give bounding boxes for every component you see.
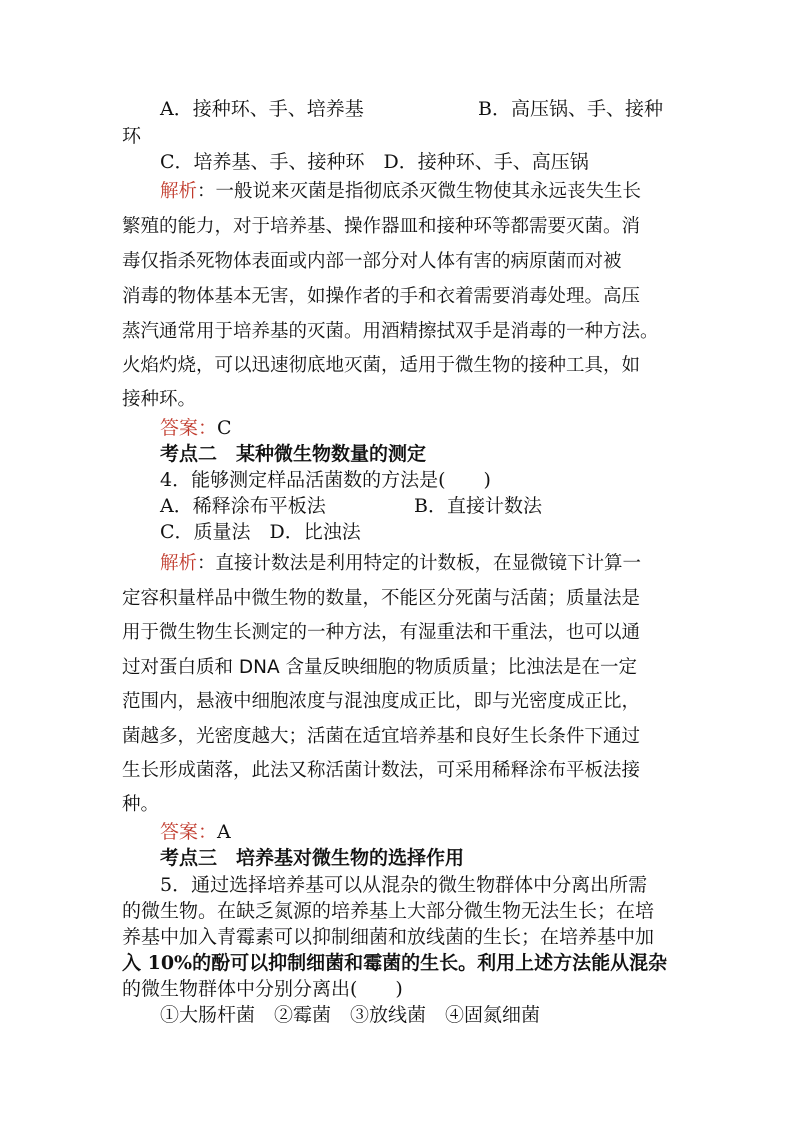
explanation-3-line-2: 繁殖的能力，对于培养基、操作器皿和接种环等都需要灭菌。消: [122, 216, 641, 237]
answer-4: [160, 820, 231, 844]
explanation-label: 解析: [160, 181, 198, 202]
q3-option-b: B．高压锅、手、接种: [478, 98, 663, 120]
q3-option-b-continued: 环: [122, 125, 142, 147]
explanation-3-line-6: 火焰灼烧，可以迅速彻底地灭菌，适用于微生物的接种工具，如: [122, 355, 641, 376]
explanation-4-line-3: 用于微生物生长测定的一种方法，有湿重法和干重法，也可以通: [122, 622, 641, 643]
explanation-4-line-2: 定容积量样品中微生物的数量，不能区分死菌与活菌；质量法是: [122, 588, 641, 609]
explanation-label: 解析: [160, 553, 198, 574]
answer-3: [160, 416, 232, 440]
q3-options-cd: C．培养基、手、接种环 D．接种环、手、高压锅: [160, 151, 589, 173]
explanation-4-line-4: 过对蛋白质和 DNA 含量反映细胞的物质质量；比浊法是在一定: [122, 657, 638, 678]
answer-label: 答案：: [160, 821, 218, 843]
explanation-4-line-5: 范围内，悬液中细胞浓度与混浊度成正比，即与光密度成正比，: [122, 691, 641, 712]
q3-option-a: A．接种环、手、培养基: [160, 98, 364, 120]
q4-option-a: A．稀释涂布平板法: [160, 495, 326, 517]
explanation-4-line-8: 种。: [122, 794, 160, 815]
explanation-3-line-1: 解析：一般说来灭菌是指彻底杀灭微生物使其永远丧失生长: [160, 181, 642, 202]
q5-line-3: 养基中加入青霉素可以抑制细菌和放线菌的生长；在培养基中加: [122, 926, 655, 948]
answer-label: 答案：: [160, 417, 218, 439]
answer-value: A: [217, 821, 231, 843]
explanation-4-line-6: 菌越多，光密度越大；活菌在适宜培养基和良好生长条件下通过: [122, 726, 641, 747]
q5-line-5: 的微生物群体中分别分离出( ): [122, 978, 403, 1000]
answer-value: C: [217, 417, 232, 439]
q5-line-1: 5．通过选择培养基可以从混杂的微生物群体中分离出所需: [160, 874, 648, 896]
section-heading-2: 考点二 某种微生物数量的测定: [160, 443, 427, 465]
explanation-3-line-7: 接种环。: [122, 389, 197, 410]
q4-stem: 4．能够测定样品活菌数的方法是( ): [160, 469, 491, 491]
q5-items: ①大肠杆菌 ②霉菌 ③放线菌 ④固氮细菌: [160, 1004, 541, 1026]
q4-option-b: B．直接计数法: [414, 495, 542, 517]
explanation-4-line-7: 生长形成菌落，此法又称活菌计数法，可采用稀释涂布平板法接: [122, 760, 641, 781]
section-heading-3: 考点三 培养基对微生物的选择作用: [160, 847, 465, 869]
q5-line-2: 的微生物。在缺乏氮源的培养基上大部分微生物无法生长；在培: [122, 900, 655, 922]
explanation-3-line-4: 消毒的物体基本无害，如操作者的手和衣着需要消毒处理。高压: [122, 286, 641, 307]
explanation-3-line-3: 毒仅指杀死物体表面或内部一部分对人体有害的病原菌而对被: [122, 251, 622, 272]
q5-line-4: 入 10%的酚可以抑制细菌和霉菌的生长。利用上述方法能从混杂: [122, 952, 668, 974]
explanation-4-line-1: 解析：直接计数法是利用特定的计数板，在显微镜下计算一: [160, 553, 642, 574]
q4-options-cd: C．质量法 D．比浊法: [160, 521, 361, 543]
explanation-3-line-5: 蒸汽通常用于培养基的灭菌。用酒精擦拭双手是消毒的一种方法。: [122, 321, 659, 342]
